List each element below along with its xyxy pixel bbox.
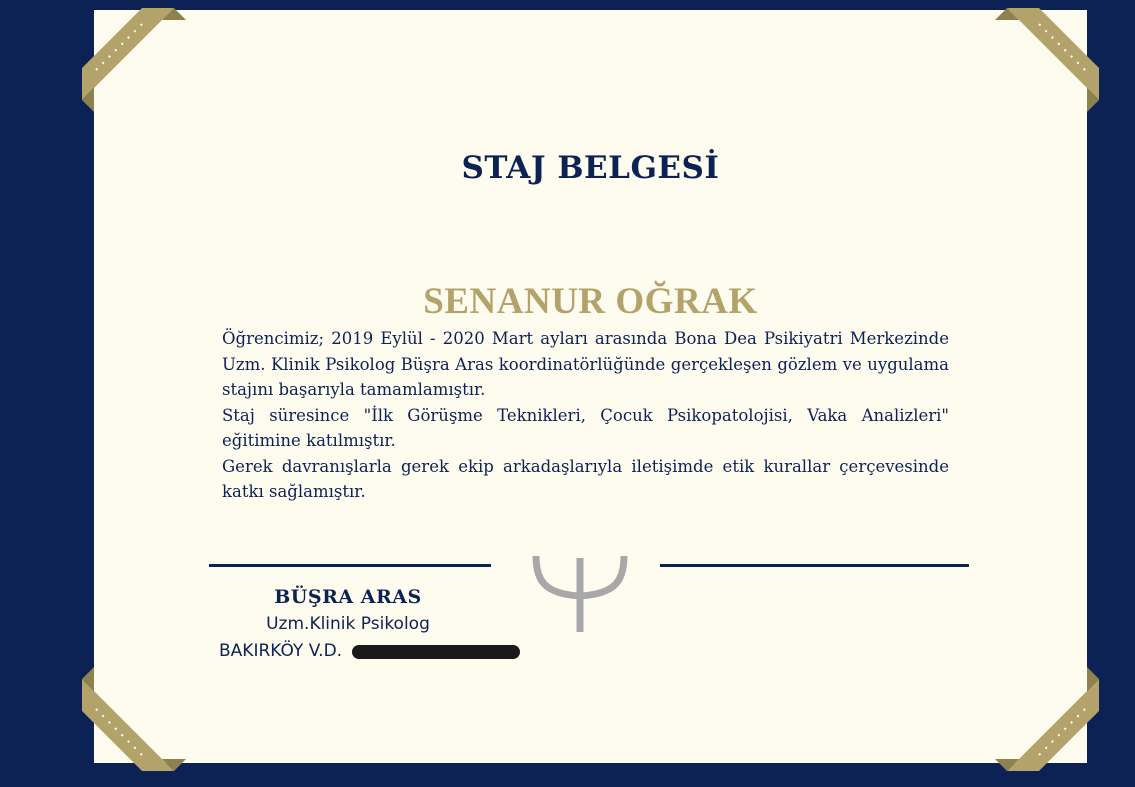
body-paragraph: Staj süresince "İlk Görüşme Teknikleri, Çocuk Psikopatolojisi, Vaka Analizleri" eğitimine katılmıştır.	[222, 405, 949, 450]
signatory-name: BÜŞRA ARAS	[274, 586, 422, 608]
corner-ribbon-bottom-right	[995, 667, 1099, 771]
signature-line-left	[209, 564, 491, 567]
corner-ribbon-top-right	[995, 8, 1099, 112]
certificate-title: STAJ BELGESİ	[461, 150, 720, 186]
certificate-paper	[94, 10, 1087, 763]
signatory-title: Uzm.Klinik Psikolog	[266, 614, 430, 634]
signature-line-right	[660, 564, 969, 567]
recipient-name: SENANUR OĞRAK	[423, 281, 758, 322]
body-paragraph: Öğrencimiz; 2019 Eylül - 2020 Mart ayları arasında Bona Dea Psikiyatri Merkezinde Uzm. Klinik Psikolog Büşra Aras koordinatörlüğünde gerçekleşen gözlem ve uygulama stajını başarıyla tamamlamıştır.	[222, 329, 949, 399]
psi-emblem-icon	[530, 550, 630, 632]
certificate-body	[222, 326, 949, 505]
redaction-bar	[352, 645, 520, 659]
corner-ribbon-top-left	[82, 8, 186, 112]
signatory-registration: BAKIRKÖY V.D.	[219, 641, 343, 661]
corner-ribbon-bottom-left	[82, 667, 186, 771]
body-paragraph: Gerek davranışlarla gerek ekip arkadaşlarıyla iletişimde etik kurallar çerçevesinde katkı sağlamıştır.	[222, 456, 949, 501]
